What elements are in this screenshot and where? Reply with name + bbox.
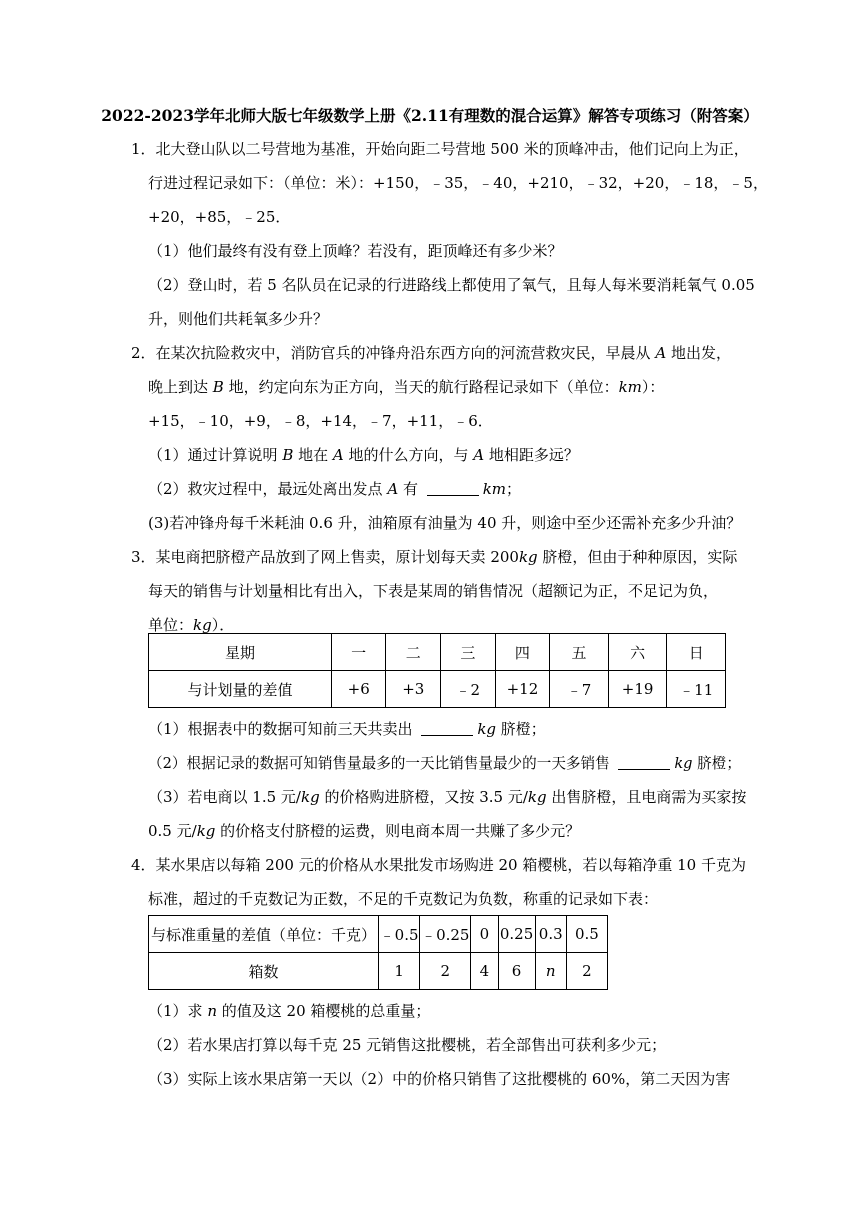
q3-sub-3b: 的价格购进脐橙，又按 3.5 元/ xyxy=(319,788,528,806)
q2-sub-1 xyxy=(148,444,579,465)
unit-kg: kg xyxy=(193,616,212,634)
q4-sub-1 xyxy=(148,1000,430,1021)
point-a: A xyxy=(332,446,344,464)
q1-line-1: 1．北大登山队以二号营地为基准，开始向距二号营地 500 米的顶峰冲击，他们记向上为正， xyxy=(131,140,749,158)
q3-sub-2 xyxy=(148,752,741,773)
q2-line-1b: 地出发， xyxy=(666,344,731,362)
q4-line-1: 4．某水果店以每箱 200 元的价格从水果批发市场购进 20 箱樱桃，若以每箱净重 10 千克为 xyxy=(131,856,746,874)
table-cell: 箱数 xyxy=(149,953,379,990)
table-cell: 与标准重量的差值（单位：千克） xyxy=(149,916,379,953)
q2-line-2b: 地，约定向东为正方向，当天的航行路程记录如下（单位： xyxy=(223,378,619,396)
point-b: B xyxy=(212,378,224,396)
table-cell: 五 xyxy=(550,634,608,671)
table-cell: 日 xyxy=(667,634,726,671)
q2-sub-2 xyxy=(148,478,521,499)
table-cell: 四 xyxy=(495,634,550,671)
q2-sub-3: (3)若冲锋舟每千米耗油 0.6 升，油箱原有油量为 40 升，则途中至少还需补充多少升油？ xyxy=(148,514,742,532)
q2-sub-2c: ； xyxy=(506,480,522,498)
table-cell: +6 xyxy=(331,671,386,708)
q2-line-2 xyxy=(148,376,664,397)
q4-sub-1b: 的值及这 20 箱樱桃的总重量； xyxy=(216,1002,431,1020)
point-b: B xyxy=(282,446,294,464)
unit-kg: kg xyxy=(196,822,216,840)
point-a: A xyxy=(387,480,399,498)
answer-blank[interactable] xyxy=(421,721,473,736)
unit-km: km xyxy=(618,378,642,396)
q3-sub-1b: 脐橙； xyxy=(496,720,546,738)
table-cell: 星期 xyxy=(149,634,332,671)
q3-sub-3-cont xyxy=(148,820,580,841)
document-title: 2022-2023学年北师大版七年级数学上册《2.11有理数的混合运算》解答专项练习（附答案） xyxy=(101,106,759,125)
q4-sub-3: （3）实际上该水果店第一天以（2）中的价格只销售了这批樱桃的 60%，第二天因为害 xyxy=(148,1070,731,1088)
q3-sub-3c: 出售脐橙，且电商需为买家按 xyxy=(546,788,747,806)
table-cell: ﹣2 xyxy=(441,671,496,708)
q2-line-2c: ）： xyxy=(641,378,665,396)
table-cell: 0.5 xyxy=(566,916,607,953)
answer-blank[interactable] xyxy=(618,755,670,770)
q3-line-2: 每天的销售与计划量相比有出入，下表是某周的销售情况（超额记为正，不足记为负， xyxy=(148,582,719,600)
unit-kg: kg xyxy=(527,788,547,806)
table-cell: ﹣11 xyxy=(667,671,726,708)
table-cell: 6 xyxy=(498,953,535,990)
sales-table xyxy=(148,633,726,708)
unit-kg: kg xyxy=(477,720,497,738)
q3-sub-2b: 脐橙； xyxy=(692,755,741,772)
unit-kg: kg xyxy=(301,788,320,806)
q2-line-3: +15，﹣10，+9，﹣8，+14，﹣7，+11，﹣6． xyxy=(148,412,493,430)
table-cell: ﹣0.25 xyxy=(420,916,471,953)
table-row xyxy=(149,634,726,671)
table-cell: 三 xyxy=(441,634,496,671)
q3-sub-1 xyxy=(148,718,546,739)
table-cell: +3 xyxy=(386,671,441,708)
q1-sub-1: （1）他们最终有没有登上顶峰？若没有，距顶峰还有多少米？ xyxy=(148,242,563,260)
table-row xyxy=(149,953,608,990)
q3-sub-3d: 0.5 元/ xyxy=(148,822,197,840)
table-cell: 与计划量的差值 xyxy=(149,671,332,708)
table-cell: 2 xyxy=(420,953,471,990)
weight-table xyxy=(148,915,608,990)
q1-sub-2a: （2）登山时，若 5 名队员在记录的行进路线上都使用了氧气，且每人每米要消耗氧气 0.05 xyxy=(148,276,755,294)
table-row xyxy=(149,671,726,708)
q3-line-1b: 脐橙，但由于种种原因，实际 xyxy=(537,548,738,566)
q4-sub-2: （2）若水果店打算以每千克 25 元销售这批樱桃，若全部售出可获利多少元； xyxy=(148,1036,667,1054)
table-cell: 1 xyxy=(379,953,420,990)
unit-kg: kg xyxy=(518,548,538,566)
table-cell: ﹣7 xyxy=(550,671,608,708)
q2-sub-1c: 地的什么方向，与 xyxy=(343,446,474,464)
table-cell: n xyxy=(535,953,566,990)
table-cell: 二 xyxy=(386,634,441,671)
q3-line-3a: 单位： xyxy=(148,616,194,634)
table-cell: +19 xyxy=(608,671,667,708)
q3-line-1 xyxy=(131,546,737,567)
variable-n: n xyxy=(207,1002,217,1020)
q2-sub-1b: 地在 xyxy=(293,446,333,464)
q1-line-3: +20，+85，﹣25． xyxy=(148,208,291,226)
point-a: A xyxy=(473,446,485,464)
unit-km: km xyxy=(482,480,507,498)
unit-kg: kg xyxy=(674,755,693,772)
q4-line-2: 标准，超过的千克数记为正数，不足的千克数记为负数，称重的记录如下表： xyxy=(148,890,659,908)
table-cell: +12 xyxy=(495,671,550,708)
table-cell: 2 xyxy=(566,953,607,990)
q2-sub-1a: （1）通过计算说明 xyxy=(148,446,283,464)
table-cell: 0.25 xyxy=(498,916,535,953)
table-row xyxy=(149,916,608,953)
table-cell: 0 xyxy=(471,916,498,953)
q2-line-1a: 2．在某次抗险救灾中，消防官兵的冲锋舟沿东西方向的河流营救灾民，早晨从 xyxy=(131,344,656,362)
table-cell: 0.3 xyxy=(535,916,566,953)
q4-sub-1a: （1）求 xyxy=(148,1002,208,1020)
q3-sub-2a: （2）根据记录的数据可知销售量最多的一天比销售量最少的一天多销售 xyxy=(148,755,615,772)
q3-sub-3 xyxy=(148,786,746,807)
q2-sub-2a: （2）救灾过程中，最远处离出发点 xyxy=(148,480,388,498)
table-cell: 4 xyxy=(471,953,498,990)
table-cell: 一 xyxy=(331,634,386,671)
q2-line-1 xyxy=(131,342,731,363)
point-a: A xyxy=(655,344,667,362)
q2-line-2a: 晚上到达 xyxy=(148,378,213,396)
q3-line-3b: ）． xyxy=(211,616,235,634)
q3-sub-3a: （3）若电商以 1.5 元/ xyxy=(148,788,301,806)
q3-sub-1a: （1）根据表中的数据可知前三天共卖出 xyxy=(148,720,418,738)
q2-sub-2b: 有 xyxy=(398,480,423,498)
table-cell: ﹣0.5 xyxy=(379,916,420,953)
q3-line-1a: 3．某电商把脐橙产品放到了网上售卖，原计划每天卖 200 xyxy=(131,548,519,566)
q1-line-2: 行进过程记录如下：（单位：米）：+150，﹣35，﹣40，+210，﹣32，+20，﹣18，﹣5， xyxy=(148,174,768,192)
answer-blank[interactable] xyxy=(427,481,479,496)
q3-line-3 xyxy=(148,614,234,635)
q2-sub-1d: 地相距多远？ xyxy=(484,446,579,464)
q3-sub-3e: 的价格支付脐橙的运费，则电商本周一共赚了多少元？ xyxy=(215,822,581,840)
table-cell: 六 xyxy=(608,634,667,671)
q1-sub-2b: 升，则他们共耗氧多少升？ xyxy=(148,310,329,328)
